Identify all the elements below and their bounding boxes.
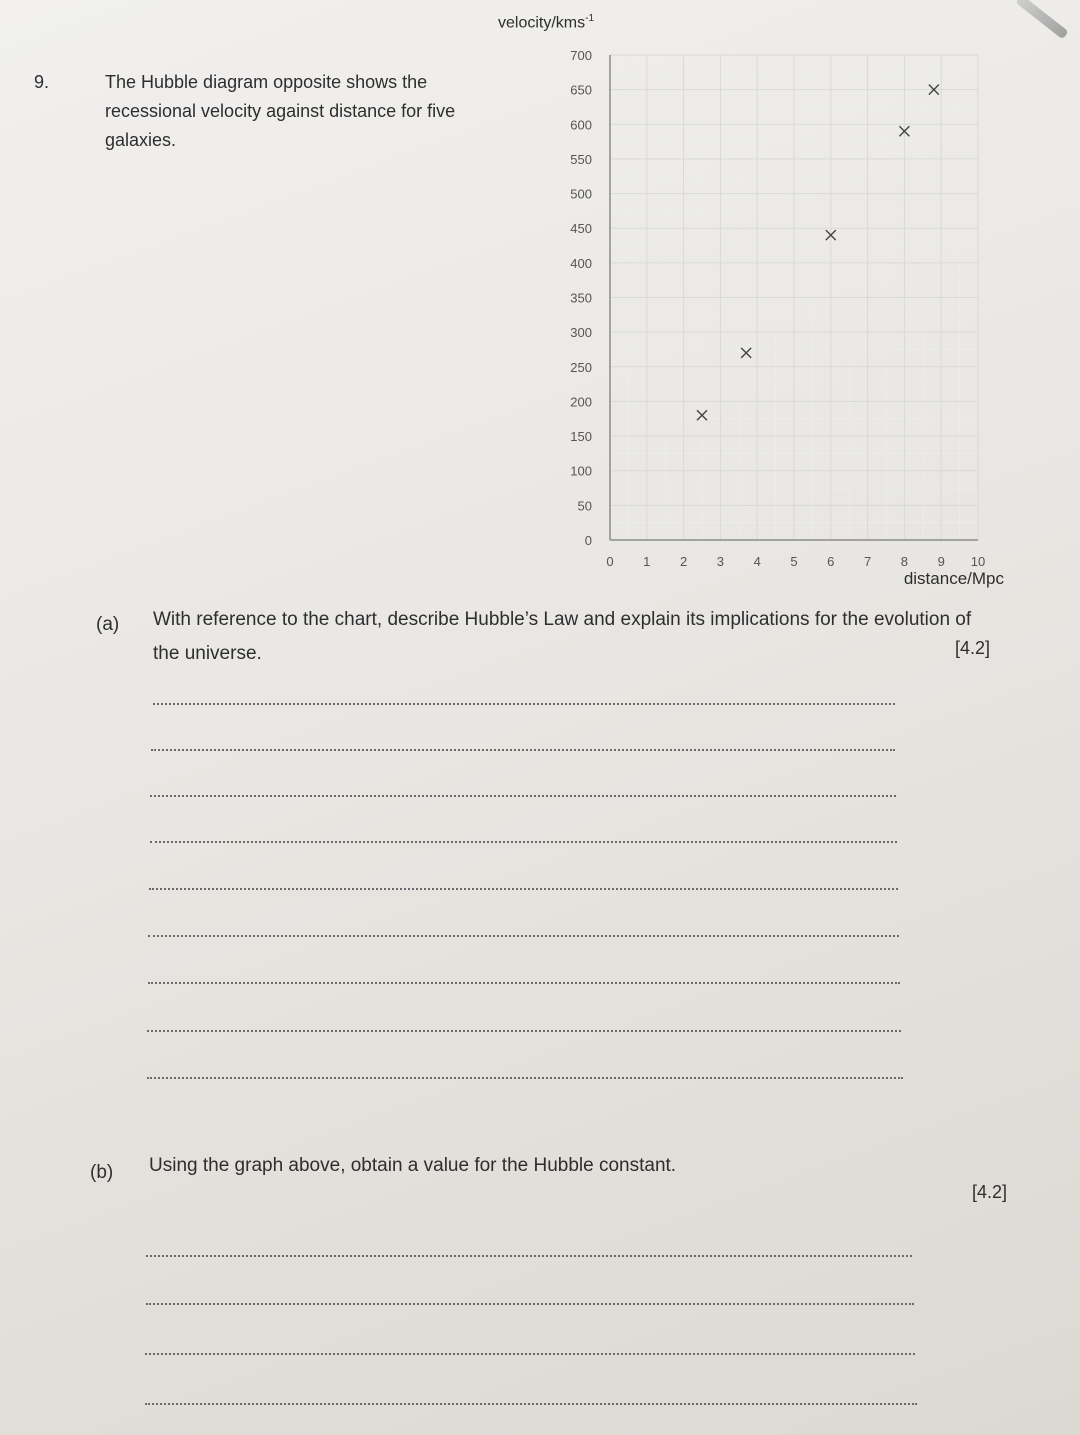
answer-line[interactable] [145,1353,915,1355]
x-tick-label: 2 [679,554,688,569]
x-tick-label: 0 [606,554,614,569]
y-tick-label: 300 [570,325,592,341]
y-tick-label: 450 [570,221,592,237]
y-tick-labels [570,48,592,548]
part-a-label: (a) [96,614,120,635]
answer-line[interactable] [149,888,898,890]
data-points [697,85,939,421]
answer-line[interactable] [150,841,897,843]
hubble-chart [0,0,1080,600]
y-tick-label: 200 [570,394,592,410]
answer-line[interactable] [146,1255,912,1257]
answer-line[interactable] [153,703,895,705]
y-tick-label: 500 [570,186,592,202]
x-tick-label: 6 [827,554,835,569]
question-number: 9. [34,72,50,92]
y-tick-label: 0 [584,533,592,548]
y-tick-label: 700 [570,48,592,63]
part-a-question: With reference to the chart, describe Hubble’s Law and explain its implications for the evolution of the universe. [153,609,972,664]
y-tick-label: 250 [570,359,592,375]
answer-line[interactable] [147,1077,903,1079]
x-tick-label: 7 [863,554,872,569]
x-tick-labels [606,554,985,569]
answer-line[interactable] [145,1403,917,1405]
x-tick-label: 10 [970,554,986,569]
x-tick-label: 3 [716,554,725,569]
y-axis-label-text: velocity/kms [498,14,586,32]
part-b-marks: [4.2] [972,1182,1008,1202]
answer-line[interactable] [146,1303,914,1305]
y-axis-label-unit-exponent: -1 [585,13,595,24]
part-b-question: Using the graph above, obtain a value for the Hubble constant. [149,1155,677,1176]
x-tick-label: 4 [753,554,761,569]
y-tick-label: 50 [577,498,592,514]
answer-line[interactable] [148,935,899,937]
y-tick-label: 100 [570,463,592,479]
y-tick-label: 400 [570,255,592,271]
y-tick-label: 650 [570,82,592,98]
part-b-label: (b) [90,1162,114,1183]
x-tick-label: 1 [643,554,651,569]
x-tick-label: 5 [790,554,798,569]
answer-line[interactable] [147,1030,901,1032]
y-tick-label: 150 [570,429,592,445]
answer-line[interactable] [150,795,896,797]
answer-line[interactable] [151,749,895,751]
x-tick-label: 9 [937,554,945,569]
part-a-marks: [4.2] [955,638,991,658]
question-intro: The Hubble diagram opposite shows the recessional velocity against distance for five galaxies. [105,72,456,150]
answer-line[interactable] [148,982,900,984]
y-tick-label: 350 [570,290,592,306]
x-tick-label: 8 [900,554,909,569]
y-tick-label: 600 [570,117,592,133]
x-axis-label: distance/Mpc [903,569,1004,588]
y-tick-label: 550 [570,151,592,167]
